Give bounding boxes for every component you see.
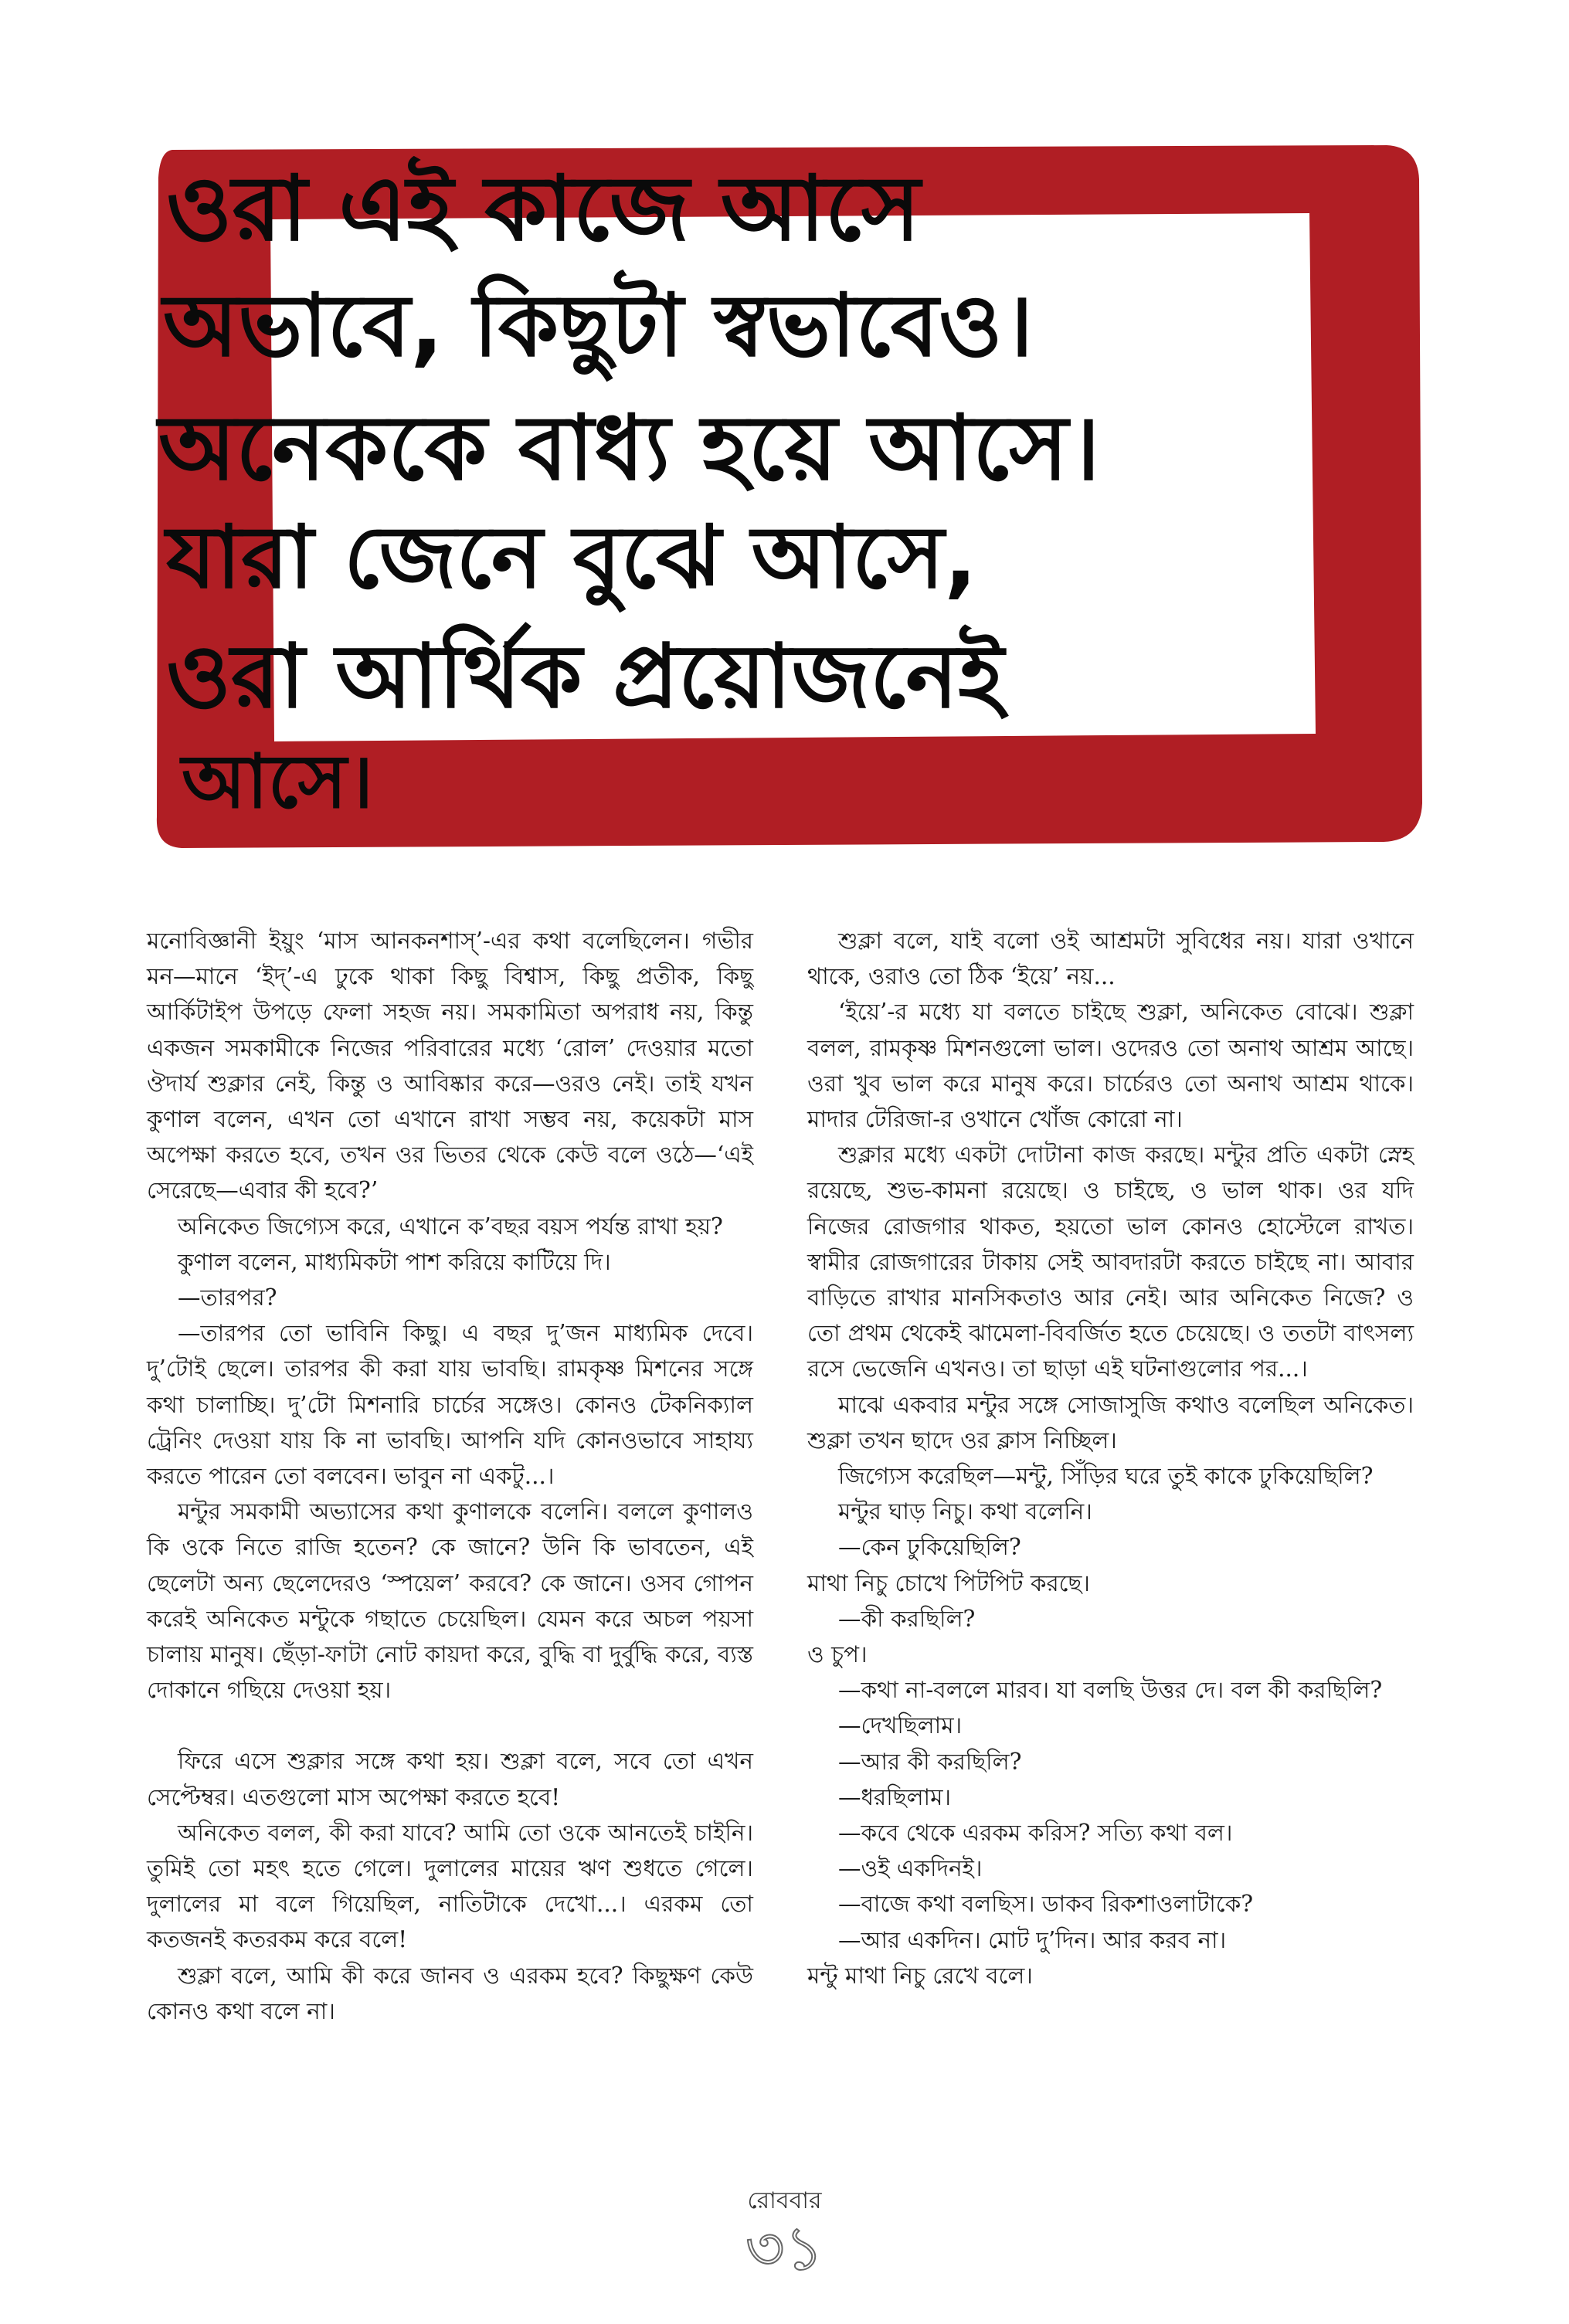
headline-line-4: যারা জেনে বুঝে আসে, [166,507,977,608]
article-column-left [147,923,753,2029]
paragraph: মন্টু মাথা নিচু রেখে বলে। [807,1962,1033,1989]
dialogue-line: —ধরছিলাম। [838,1783,952,1810]
page-number: ৩১ [745,2214,824,2284]
paragraph: মাথা নিচু চোখে পিটপিট করছে। [807,1569,1090,1596]
paragraph: শুক্লা বলে, যাই বলো ওই আশ্রমটা সুবিধের নয়। যারা ওখানে থাকে, ওরাও তো ঠিক ‘ইয়ে’ নয়... [807,928,1414,990]
page-footer [0,2182,1569,2284]
dialogue-line: —বাজে কথা বলছিস। ডাকব রিকশাওলাটাকে? [838,1891,1254,1918]
paragraph: ‘ইয়ে’-র মধ্যে যা বলতে চাইছে শুক্লা, অনিকেত বোঝে। শুক্লা বলল, রামকৃষ্ণ মিশনগুলো ভাল। ওদেরও তো অনাথ আশ্রম আছে। ওরা খুব ভাল করে মানুষ করে। চার্চেরও তো অনাথ আশ্রম থাকে। মাদার টেরিজা-র ওখানে খোঁজ কোরো না। [807,999,1414,1133]
dialogue-line: —কথা না-বললে মারব। যা বলছি উত্তর দে। বল কী করছিলি? [838,1677,1383,1704]
paragraph: —তারপর? [178,1284,277,1311]
dialogue-line: —কী করছিলি? [838,1605,976,1632]
headline-line-2: অভাবে, কিছুটা স্বভাবেও। [163,276,1034,376]
paragraph: ফিরে এসে শুক্লার সঙ্গে কথা হয়। শুক্লা বলে, সবে তো এখন সেপ্টেম্বর। এতগুলো মাস অপেক্ষা করতে হবে! [147,1748,753,1810]
dialogue-line: —আর একদিন। মোট দু’দিন। আর করব না। [838,1926,1227,1953]
dialogue-line: —কবে থেকে এরকম করিস? সত্যি কথা বল। [838,1820,1233,1847]
paragraph: মন্টুর ঘাড় নিচু। কথা বলেনি। [838,1498,1092,1525]
magazine-name: রোববার [747,2187,822,2214]
article-column-right [807,923,1414,1993]
dialogue-line: —কেন ঢুকিয়েছিলি? [838,1534,1021,1561]
paragraph: শুক্লার মধ্যে একটা দোটানা কাজ করছে। মন্টুর প্রতি একটা স্নেহ রয়েছে, শুভ-কামনা রয়েছে। ও চাইছে, ও ভাল থাক। ওর যদি নিজের রোজগার থাকত, হয়তো ভাল কোনও হোস্টেলে রাখত। স্বামীর রোজগারের টাকায় সেই আবদারটা করতে চাইছে না। আবার বাড়িতে রাখার মানসিকতাও আর নেই। আর অনিকেত নিজে? ও তো প্রথম থেকেই ঝামেলা-বিবর্জিত হতে চেয়েছে। ও ততটা বাৎসল্য রসে ভেজেনি এখনও। তা ছাড়া এই ঘটনাগুলোর পর...। [807,1142,1414,1383]
paragraph: মন্টুর সমকামী অভ্যাসের কথা কুণালকে বলেনি। বললে কুণালও কি ওকে নিতে রাজি হতেন? কে জানে? উনি কি ভাবতেন, এই ছেলেটা অন্য ছেলেদেরও ‘স্পয়েল’ করবে? কে জানে। ওসব গোপন করেই অনিকেত মন্টুকে গছাতে চেয়েছিল। যেমন করে অচল পয়সা চালায় মানুষ। ছেঁড়া-ফাটা নোট কায়দা করে, বুদ্ধি বা দুর্বুদ্ধি করে, ব্যস্ত দোকানে গছিয়ে দেওয়া হয়। [147,1498,753,1704]
headline-line-5: ওরা আর্থিক প্রয়োজনেই [166,625,1004,728]
dialogue-line: —আর কী করছিলি? [838,1748,1022,1775]
headline-illustration [151,139,1425,850]
paragraph: অনিকেত বলল, কী করা যাবে? আমি তো ওকে আনতেই চাইনি। তুমিই তো মহৎ হতে গেলে। দুলালের মায়ের ঋণ শুধতে গেলে। দুলালের মা বলে গিয়েছিল, নাতিটাকে দেখো...। এরকম তো কতজনই কতরকম করে বলে! [147,1819,753,1953]
paragraph: মাঝে একবার মন্টুর সঙ্গে সোজাসুজি কথাও বলেছিল অনিকেত। শুক্লা তখন ছাদে ওর ক্লাস নিচ্ছিল। [807,1391,1414,1454]
dialogue-line: —ওই একদিনই। [838,1855,983,1882]
paragraph: মনোবিজ্ঞানী ইয়ুং ‘মাস আনকনশাস্’-এর কথা বলেছিলেন। গভীর মন—মানে ‘ইদ্’-এ ঢুকে থাকা কিছু বিশ্বাস, কিছু প্রতীক, কিছু আর্কিটাইপ উপড়ে ফেলা সহজ নয়। সমকামিতা অপরাধ নয়, কিন্তু একজন সমকামীকে নিজের পরিবারের মধ্যে ‘রোল’ দেওয়ার মতো ঔদার্য শুক্লার নেই, কিন্তু ও আবিষ্কার করে—ওরও নেই। তাই যখন কুণাল বলেন, এখন তো এখানে রাখা সম্ভব নয়, কয়েকটা মাস অপেক্ষা করতে হবে, তখন ওর ভিতর থেকে কেউ বলে ওঠে—‘এই সেরেছে—এবার কী হবে?’ [147,928,753,1204]
paragraph: —তারপর তো ভাবিনি কিছু। এ বছর দু’জন মাধ্যমিক দেবে। দু’টোই ছেলে। তারপর কী করা যায় ভাবছি। রামকৃষ্ণ মিশনের সঙ্গে কথা চালাচ্ছি। দু’টো মিশনারি চার্চের সঙ্গেও। কোনও টেকনিক্যাল ট্রেনিং দেওয়া যায় কি না ভাবছি। আপনি যদি কোনওভাবে সাহায্য করতে পারেন তো বলবেন। ভাবুন না একটু...। [147,1320,753,1490]
headline-line-1: ওরা এই কাজে আসে [166,157,921,261]
headline-line-3: অনেককে বাধ্য হয়ে আসে। [158,396,1101,500]
paragraph: কুণাল বলেন, মাধ্যমিকটা পাশ করিয়ে কাটিয়ে দি। [178,1248,611,1275]
paragraph: শুক্লা বলে, আমি কী করে জানব ও এরকম হবে? কিছুক্ষণ কেউ কোনও কথা বলে না। [147,1962,753,2024]
headline-line-6: আসে। [182,738,374,825]
paragraph: অনিকেত জিগ্যেস করে, এখানে ক’বছর বয়স পর্যন্ত রাখা হয়? [178,1213,723,1240]
paragraph: জিগ্যেস করেছিল—মন্টু, সিঁড়ির ঘরে তুই কাকে ঢুকিয়েছিলি? [838,1463,1374,1490]
paragraph: ও চুপ। [807,1641,868,1668]
dialogue-line: —দেখছিলাম। [838,1712,963,1739]
